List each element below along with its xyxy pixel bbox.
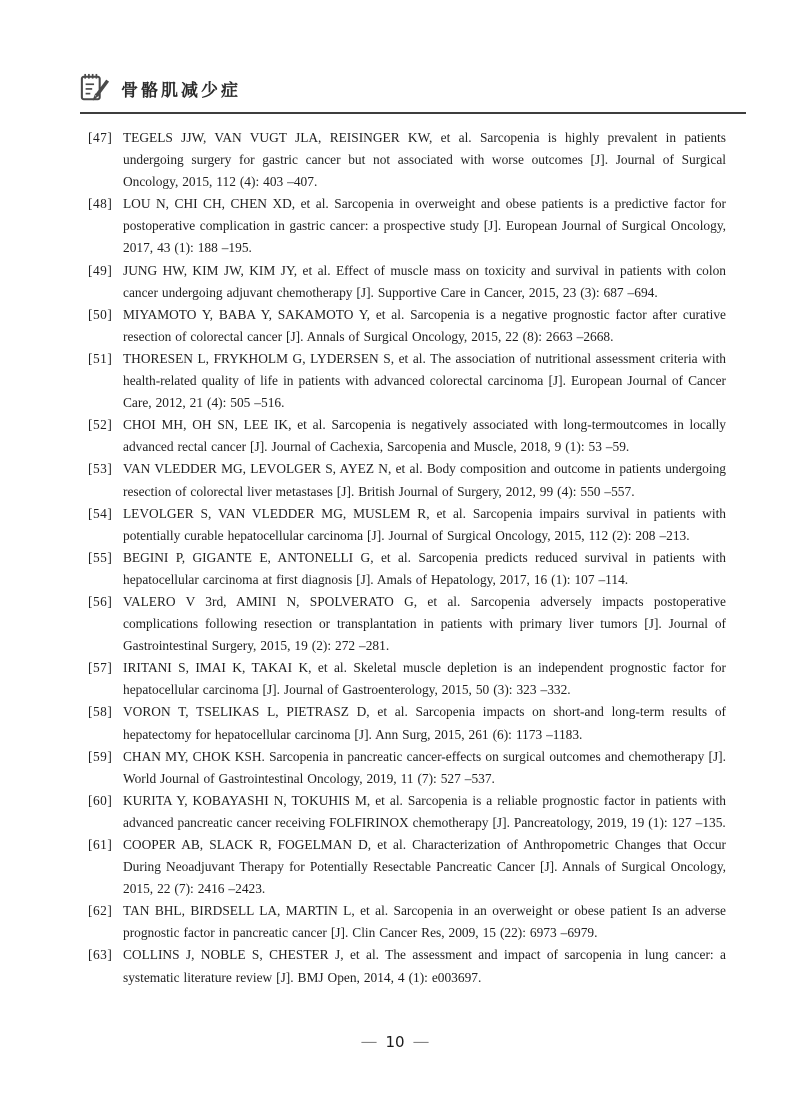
- header-divider: [80, 112, 746, 114]
- page-header: [80, 72, 241, 104]
- reference-text: LOU N, CHI CH, CHEN XD, et al. Sarcopenia in overweight and obese patients is a predictive factor for postoperative complication in gastric cancer: a prospective study [J]. European Journal of Surgical Oncology, 2017, 43 (1): 188 –195.: [123, 196, 726, 256]
- reference-item: [88, 746, 726, 790]
- reference-text: VAN VLEDDER MG, LEVOLGER S, AYEZ N, et al. Body composition and outcome in patients undergoing resection of colorectal liver metastases [J]. British Journal of Surgery, 2012, 99 (4): 550 –557.: [123, 461, 726, 499]
- reference-number: [56]: [88, 593, 113, 609]
- reference-text: COLLINS J, NOBLE S, CHESTER J, et al. The assessment and impact of sarcopenia in lung cancer: a systematic literature review [J]. BMJ Open, 2014, 4 (1): e003697.: [123, 947, 726, 985]
- reference-item: [88, 260, 726, 304]
- reference-item: [88, 657, 726, 701]
- footer-dash-left: —: [361, 1034, 377, 1050]
- reference-text: MIYAMOTO Y, BABA Y, SAKAMOTO Y, et al. Sarcopenia is a negative prognostic factor after curative resection of colorectal cancer [J]. Annals of Surgical Oncology, 2015, 22 (8): 2663 –2668.: [123, 306, 726, 344]
- reference-item: [88, 503, 726, 547]
- reference-number: [59]: [88, 748, 113, 764]
- reference-list: [88, 127, 726, 989]
- reference-item: [88, 193, 726, 259]
- reference-text: LEVOLGER S, VAN VLEDDER MG, MUSLEM R, et al. Sarcopenia impairs survival in patients with potentially curable hepatocellular carcinoma [J]. Journal of Surgical Oncology, 2015, 112 (2): 208 –213.: [123, 505, 726, 543]
- reference-number: [62]: [88, 903, 113, 919]
- reference-item: [88, 834, 726, 900]
- reference-text: CHAN MY, CHOK KSH. Sarcopenia in pancreatic cancer-effects on surgical outcomes and chemotherapy [J]. World Journal of Gastrointestinal Oncology, 2019, 11 (7): 527 –537.: [123, 748, 726, 786]
- reference-item: [88, 944, 726, 988]
- reference-number: [48]: [88, 196, 113, 212]
- reference-item: [88, 348, 726, 414]
- reference-number: [58]: [88, 704, 113, 720]
- reference-number: [54]: [88, 505, 113, 521]
- reference-text: TAN BHL, BIRDSELL LA, MARTIN L, et al. Sarcopenia in an overweight or obese patient Is an adverse prognostic factor in pancreatic cancer [J]. Clin Cancer Res, 2009, 15 (22): 6973 –6979.: [123, 903, 726, 941]
- reference-text: VALERO V 3rd, AMINI N, SPOLVERATO G, et al. Sarcopenia adversely impacts postoperative complications following resection or transplantation in patients with primary liver tumors [J]. Journal of Gastrointestinal Surgery, 2015, 19 (2): 272 –281.: [123, 593, 726, 654]
- reference-item: [88, 458, 726, 502]
- reference-text: COOPER AB, SLACK R, FOGELMAN D, et al. Characterization of Anthropometric Changes that Occur During Neoadjuvant Therapy for Potentially Resectable Pancreatic Cancer [J]. Annals of Surgical Oncology, 2015, 22 (7): 2416 –2423.: [123, 837, 726, 897]
- page-footer: [0, 1033, 790, 1052]
- reference-item: [88, 547, 726, 591]
- reference-text: CHOI MH, OH SN, LEE IK, et al. Sarcopenia is negatively associated with long-termoutcomes in locally advanced rectal cancer [J]. Journal of Cachexia, Sarcopenia and Muscle, 2018, 9 (1): 53 –59.: [123, 417, 726, 455]
- reference-number: [55]: [88, 549, 113, 565]
- reference-item: [88, 701, 726, 745]
- reference-number: [60]: [88, 792, 113, 808]
- reference-text: JUNG HW, KIM JW, KIM JY, et al. Effect of muscle mass on toxicity and survival in patients with colon cancer undergoing adjuvant chemotherapy [J]. Supportive Care in Cancer, 2015, 23 (3): 687 –694.: [123, 262, 726, 300]
- footer-dash-right: —: [413, 1034, 429, 1050]
- reference-item: [88, 900, 726, 944]
- reference-text: VORON T, TSELIKAS L, PIETRASZ D, et al. Sarcopenia impacts on short-and long-term results of hepatectomy for hepatocellular carcinoma [J]. Ann Surg, 2015, 261 (6): 1173 –1183.: [123, 704, 726, 742]
- page-number: 10: [385, 1033, 405, 1051]
- reference-text: IRITANI S, IMAI K, TAKAI K, et al. Skeletal muscle depletion is an independent prognostic factor for hepatocellular carcinoma [J]. Journal of Gastroenterology, 2015, 50 (3): 323 –332.: [123, 660, 726, 698]
- reference-item: [88, 591, 726, 657]
- reference-number: [47]: [88, 130, 113, 145]
- reference-number: [63]: [88, 947, 113, 963]
- reference-number: [52]: [88, 417, 113, 433]
- chapter-title: 骨骼肌减少症: [121, 80, 241, 101]
- reference-item: [88, 414, 726, 458]
- reference-number: [50]: [88, 306, 113, 322]
- reference-number: [57]: [88, 660, 113, 676]
- reference-number: [53]: [88, 461, 113, 477]
- reference-text: KURITA Y, KOBAYASHI N, TOKUHIS M, et al. Sarcopenia is a reliable prognostic factor in patients with advanced pancreatic cancer receiving FOLFIRINOX chemotherapy [J]. Pancreatology, 2019, 19 (1): 127 –135.: [123, 792, 726, 830]
- reference-number: [61]: [88, 837, 113, 852]
- reference-number: [49]: [88, 262, 113, 278]
- reference-text: TEGELS JJW, VAN VUGT JLA, REISINGER KW, et al. Sarcopenia is highly prevalent in patients undergoing surgery for gastric cancer but not associated with worse outcomes [J]. Journal of Surgical Oncology, 2015, 112 (4): 403 –407.: [123, 130, 726, 190]
- reference-item: [88, 790, 726, 834]
- reference-text: THORESEN L, FRYKHOLM G, LYDERSEN S, et al. The association of nutritional assessment criteria with health-related quality of life in patients with advanced colorectal carcinoma [J]. European Journal of Cancer Care, 2012, 21 (4): 505 –516.: [123, 350, 726, 411]
- reference-text: BEGINI P, GIGANTE E, ANTONELLI G, et al. Sarcopenia predicts reduced survival in patients with hepatocellular carcinoma at first diagnosis [J]. Amals of Hepatology, 2017, 16 (1): 107 –114.: [123, 549, 726, 587]
- reference-item: [88, 304, 726, 348]
- reference-item: [88, 127, 726, 193]
- reference-number: [51]: [88, 350, 113, 366]
- notepad-pencil-icon: [80, 72, 110, 104]
